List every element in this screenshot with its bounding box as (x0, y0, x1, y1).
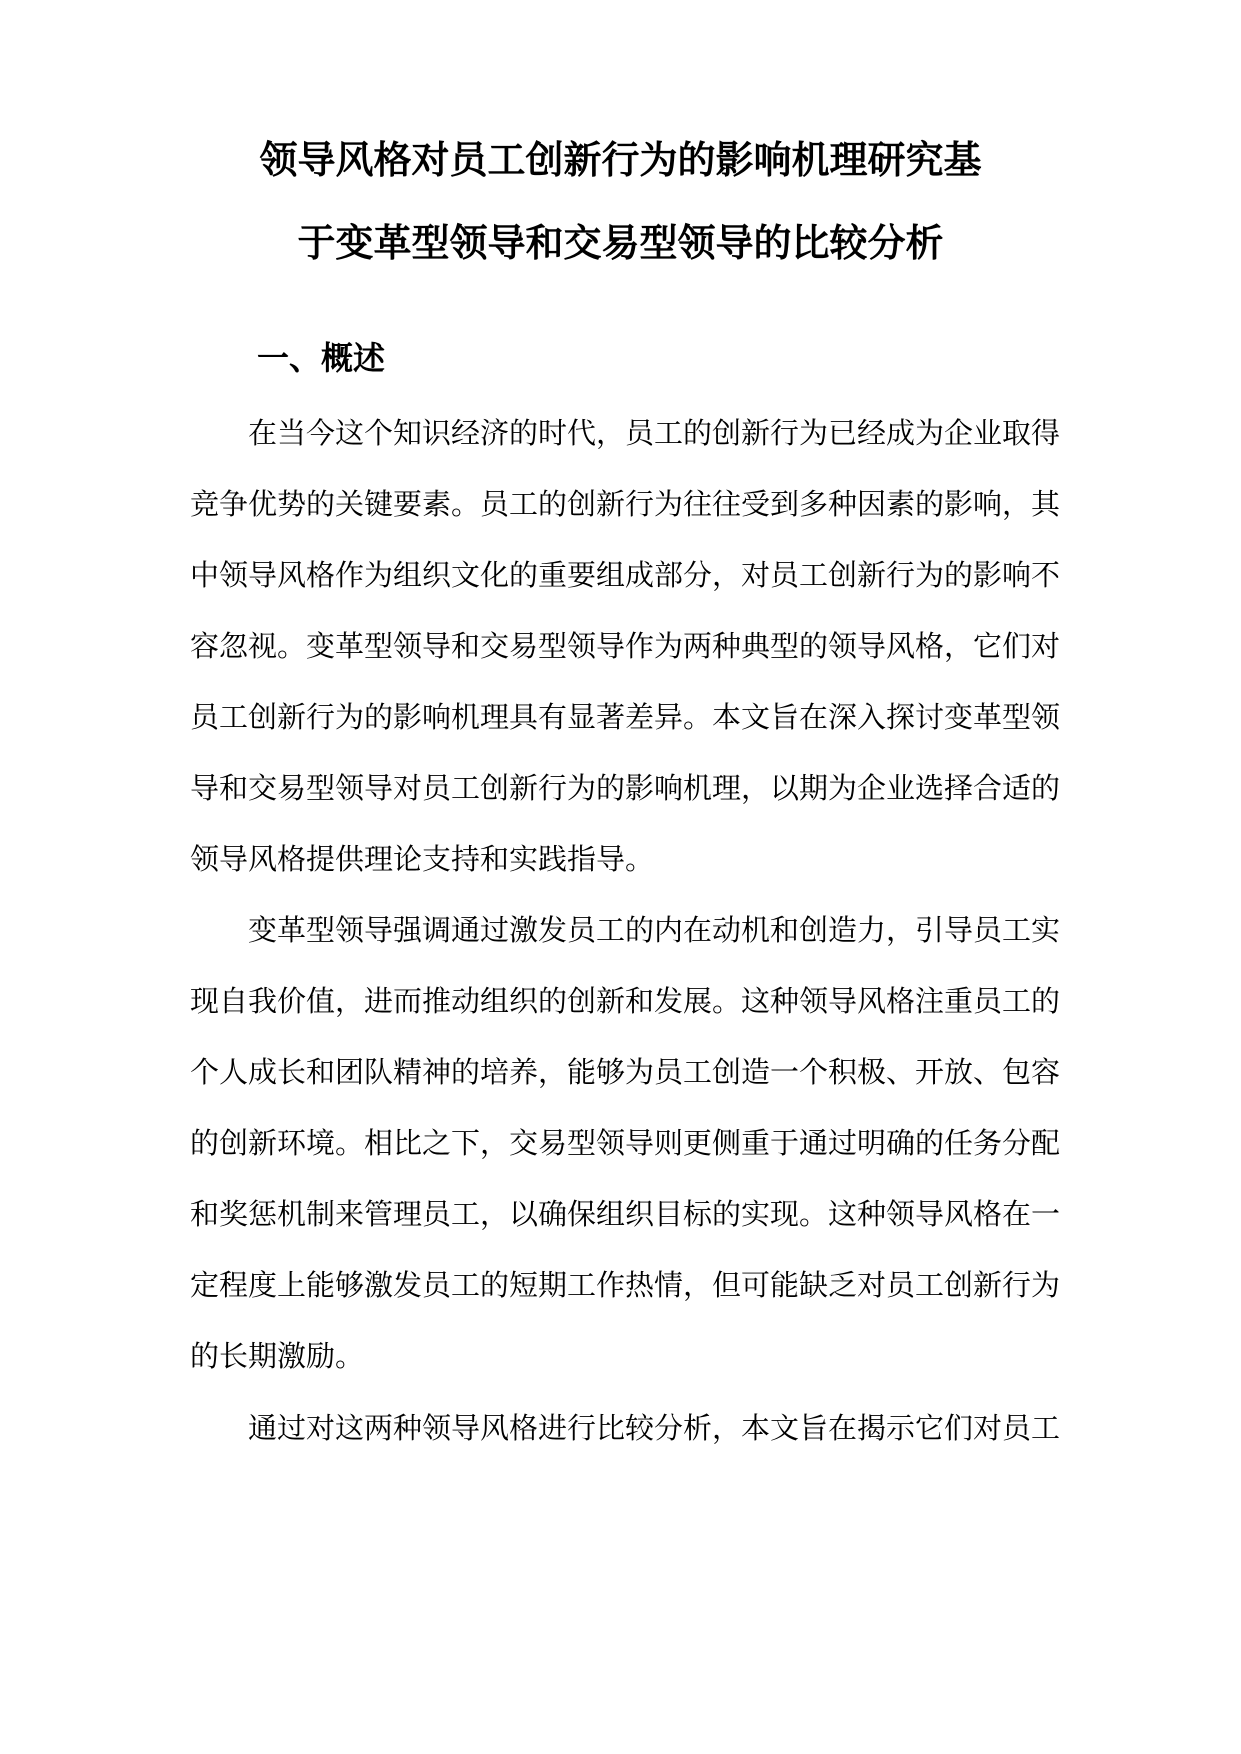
paragraph-2-line-6: 定程度上能够激发员工的短期工作热情，但可能缺乏对员工创新行为 (190, 1268, 1061, 1302)
paragraph-2-line-4: 的创新环境。相比之下，交易型领导则更侧重于通过明确的任务分配 (190, 1126, 1061, 1160)
paragraph-1-line-1: 在当今这个知识经济的时代，员工的创新行为已经成为企业取得 (248, 416, 1061, 450)
paragraph-1-line-4: 容忽视。变革型领导和交易型领导作为两种典型的领导风格，它们对 (190, 629, 1061, 663)
paragraph-1-line-3: 中领导风格作为组织文化的重要组成部分，对员工创新行为的影响不 (190, 558, 1061, 592)
section-heading: 一、概述 (257, 339, 386, 377)
paragraph-2-line-7: 的长期激励。 (190, 1339, 365, 1373)
document-title-line-2: 于变革型领导和交易型领导的比较分析 (297, 220, 944, 265)
paragraph-2-line-1: 变革型领导强调通过激发员工的内在动机和创造力，引导员工实 (248, 913, 1061, 947)
paragraph-2-line-5: 和奖惩机制来管理员工，以确保组织目标的实现。这种领导风格在一 (190, 1197, 1061, 1231)
paragraph-1-line-5: 员工创新行为的影响机理具有显著差异。本文旨在深入探讨变革型领 (190, 700, 1061, 734)
paragraph-1-line-6: 导和交易型领导对员工创新行为的影响机理，以期为企业选择合适的 (190, 771, 1061, 805)
paragraph-1-line-2: 竞争优势的关键要素。员工的创新行为往往受到多种因素的影响，其 (190, 487, 1061, 521)
paragraph-2-line-3: 个人成长和团队精神的培养，能够为员工创造一个积极、开放、包容 (190, 1055, 1061, 1089)
paragraph-1-line-7: 领导风格提供理论支持和实践指导。 (190, 842, 655, 876)
paragraph-2-line-2: 现自我价值，进而推动组织的创新和发展。这种领导风格注重员工的 (190, 984, 1061, 1018)
paragraph-3-line-1: 通过对这两种领导风格进行比较分析，本文旨在揭示它们对员工 (248, 1411, 1061, 1445)
document-title-line-1: 领导风格对员工创新行为的影响机理研究基 (259, 137, 982, 182)
